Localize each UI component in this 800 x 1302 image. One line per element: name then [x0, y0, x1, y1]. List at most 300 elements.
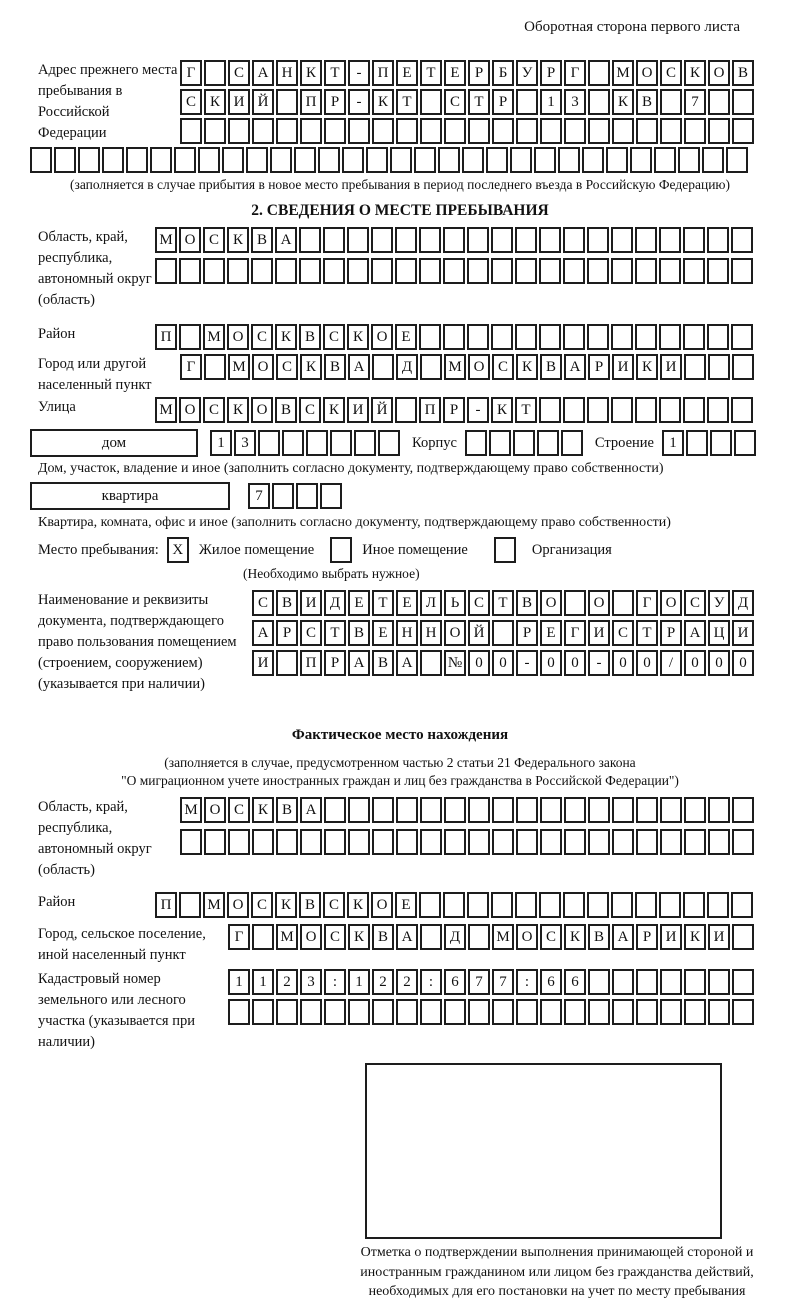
char-cell[interactable]	[588, 60, 610, 86]
char-cell[interactable]	[228, 829, 250, 855]
char-cell[interactable]	[252, 118, 274, 144]
char-cell[interactable]: Й	[371, 397, 393, 423]
char-cell[interactable]: К	[491, 397, 513, 423]
char-cell[interactable]	[732, 999, 754, 1025]
char-cell[interactable]	[372, 797, 394, 823]
char-cell[interactable]	[203, 258, 225, 284]
char-cell[interactable]	[707, 397, 729, 423]
char-cell[interactable]	[510, 147, 532, 173]
char-cell[interactable]	[348, 999, 370, 1025]
char-cell[interactable]: Г	[564, 60, 586, 86]
char-cell[interactable]: 3	[234, 430, 256, 456]
char-cell[interactable]: М	[444, 354, 466, 380]
char-cell[interactable]	[539, 324, 561, 350]
char-cell[interactable]	[563, 258, 585, 284]
char-cell[interactable]	[150, 147, 172, 173]
char-cell[interactable]: Т	[492, 590, 514, 616]
char-cell[interactable]: К	[684, 924, 706, 950]
char-cell[interactable]	[486, 147, 508, 173]
char-cell[interactable]	[492, 620, 514, 646]
char-cell[interactable]: А	[348, 354, 370, 380]
char-cell[interactable]: Р	[588, 354, 610, 380]
char-cell[interactable]: 0	[468, 650, 490, 676]
char-cell[interactable]: /	[660, 650, 682, 676]
char-cell[interactable]	[540, 829, 562, 855]
char-cell[interactable]	[563, 324, 585, 350]
char-cell[interactable]: О	[660, 590, 682, 616]
char-cell[interactable]: Р	[468, 60, 490, 86]
char-cell[interactable]: В	[348, 620, 370, 646]
char-cell[interactable]	[540, 118, 562, 144]
char-cell[interactable]	[539, 258, 561, 284]
char-cell[interactable]	[444, 999, 466, 1025]
char-cell[interactable]: А	[252, 60, 274, 86]
char-cell[interactable]	[708, 969, 730, 995]
char-cell[interactable]: 7	[492, 969, 514, 995]
char-cell[interactable]	[734, 430, 756, 456]
char-cell[interactable]	[102, 147, 124, 173]
char-cell[interactable]	[515, 227, 537, 253]
char-cell[interactable]: -	[467, 397, 489, 423]
char-cell[interactable]: С	[660, 60, 682, 86]
char-cell[interactable]	[732, 924, 754, 950]
char-cell[interactable]	[420, 354, 442, 380]
char-cell[interactable]: С	[276, 354, 298, 380]
char-cell[interactable]: В	[636, 89, 658, 115]
char-cell[interactable]	[635, 258, 657, 284]
char-cell[interactable]	[155, 258, 177, 284]
char-cell[interactable]	[443, 892, 465, 918]
char-cell[interactable]	[612, 797, 634, 823]
char-cell[interactable]: Ц	[708, 620, 730, 646]
char-cell[interactable]	[660, 999, 682, 1025]
char-cell[interactable]	[324, 829, 346, 855]
char-cell[interactable]: К	[612, 89, 634, 115]
char-cell[interactable]: С	[299, 397, 321, 423]
char-cell[interactable]: С	[323, 892, 345, 918]
char-cell[interactable]: :	[420, 969, 442, 995]
char-cell[interactable]: У	[708, 590, 730, 616]
char-cell[interactable]: 2	[372, 969, 394, 995]
char-cell[interactable]: 6	[540, 969, 562, 995]
char-cell[interactable]	[371, 227, 393, 253]
char-cell[interactable]	[372, 354, 394, 380]
char-cell[interactable]	[516, 829, 538, 855]
char-cell[interactable]	[419, 324, 441, 350]
char-cell[interactable]	[420, 118, 442, 144]
char-cell[interactable]	[276, 829, 298, 855]
char-cell[interactable]: У	[516, 60, 538, 86]
char-cell[interactable]: О	[204, 797, 226, 823]
char-cell[interactable]	[419, 258, 441, 284]
char-cell[interactable]	[707, 892, 729, 918]
char-cell[interactable]: 0	[636, 650, 658, 676]
char-cell[interactable]	[444, 118, 466, 144]
char-cell[interactable]	[731, 397, 753, 423]
char-cell[interactable]	[30, 147, 52, 173]
char-cell[interactable]	[539, 892, 561, 918]
char-cell[interactable]	[702, 147, 724, 173]
char-cell[interactable]	[683, 892, 705, 918]
char-cell[interactable]: С	[203, 227, 225, 253]
char-cell[interactable]: П	[372, 60, 394, 86]
char-cell[interactable]: Р	[324, 89, 346, 115]
char-cell[interactable]: К	[347, 892, 369, 918]
char-cell[interactable]: О	[251, 397, 273, 423]
char-cell[interactable]	[660, 797, 682, 823]
char-cell[interactable]: И	[732, 620, 754, 646]
char-cell[interactable]	[684, 118, 706, 144]
char-cell[interactable]	[635, 892, 657, 918]
char-cell[interactable]: К	[275, 892, 297, 918]
char-cell[interactable]	[731, 258, 753, 284]
char-cell[interactable]: О	[371, 892, 393, 918]
char-cell[interactable]: Р	[660, 620, 682, 646]
char-cell[interactable]	[276, 89, 298, 115]
char-cell[interactable]: №	[444, 650, 466, 676]
char-cell[interactable]: 0	[684, 650, 706, 676]
char-cell[interactable]: П	[419, 397, 441, 423]
char-cell[interactable]	[489, 430, 511, 456]
char-cell[interactable]	[491, 227, 513, 253]
char-cell[interactable]: А	[300, 797, 322, 823]
char-cell[interactable]: Е	[395, 324, 417, 350]
char-cell[interactable]	[354, 430, 376, 456]
char-cell[interactable]	[300, 118, 322, 144]
char-cell[interactable]: Т	[420, 60, 442, 86]
char-cell[interactable]	[732, 89, 754, 115]
char-cell[interactable]	[582, 147, 604, 173]
char-cell[interactable]: П	[155, 324, 177, 350]
stay-option-other-checkbox[interactable]	[330, 537, 352, 563]
char-cell[interactable]	[419, 892, 441, 918]
char-cell[interactable]: В	[372, 650, 394, 676]
char-cell[interactable]	[323, 227, 345, 253]
char-cell[interactable]: 6	[564, 969, 586, 995]
char-cell[interactable]	[330, 430, 352, 456]
char-cell[interactable]	[513, 430, 535, 456]
char-cell[interactable]: К	[636, 354, 658, 380]
char-cell[interactable]: К	[684, 60, 706, 86]
char-cell[interactable]: Т	[515, 397, 537, 423]
char-cell[interactable]	[636, 797, 658, 823]
char-cell[interactable]: Ь	[444, 590, 466, 616]
char-cell[interactable]: Г	[180, 354, 202, 380]
char-cell[interactable]	[558, 147, 580, 173]
char-cell[interactable]: В	[516, 590, 538, 616]
char-cell[interactable]	[180, 118, 202, 144]
char-cell[interactable]	[251, 258, 273, 284]
char-cell[interactable]: О	[444, 620, 466, 646]
char-cell[interactable]	[366, 147, 388, 173]
char-cell[interactable]: Н	[396, 620, 418, 646]
char-cell[interactable]	[636, 999, 658, 1025]
char-cell[interactable]: И	[588, 620, 610, 646]
char-cell[interactable]	[659, 258, 681, 284]
char-cell[interactable]	[492, 829, 514, 855]
char-cell[interactable]	[272, 483, 294, 509]
char-cell[interactable]	[636, 118, 658, 144]
char-cell[interactable]: К	[227, 227, 249, 253]
char-cell[interactable]	[588, 118, 610, 144]
char-cell[interactable]	[732, 829, 754, 855]
char-cell[interactable]: В	[251, 227, 273, 253]
char-cell[interactable]	[324, 797, 346, 823]
char-cell[interactable]	[390, 147, 412, 173]
char-cell[interactable]	[420, 797, 442, 823]
char-cell[interactable]	[276, 650, 298, 676]
stay-option-organization-checkbox[interactable]	[494, 537, 516, 563]
char-cell[interactable]	[732, 797, 754, 823]
char-cell[interactable]: К	[252, 797, 274, 823]
char-cell[interactable]	[659, 892, 681, 918]
char-cell[interactable]	[299, 258, 321, 284]
char-cell[interactable]	[419, 227, 441, 253]
char-cell[interactable]: К	[564, 924, 586, 950]
char-cell[interactable]	[174, 147, 196, 173]
char-cell[interactable]: Р	[636, 924, 658, 950]
char-cell[interactable]	[684, 354, 706, 380]
char-cell[interactable]	[179, 892, 201, 918]
char-cell[interactable]	[540, 999, 562, 1025]
char-cell[interactable]	[587, 397, 609, 423]
char-cell[interactable]	[708, 89, 730, 115]
char-cell[interactable]: 2	[276, 969, 298, 995]
char-cell[interactable]	[492, 797, 514, 823]
char-cell[interactable]: Н	[420, 620, 442, 646]
char-cell[interactable]	[563, 227, 585, 253]
char-cell[interactable]	[348, 797, 370, 823]
char-cell[interactable]	[684, 797, 706, 823]
char-cell[interactable]	[468, 797, 490, 823]
char-cell[interactable]: С	[228, 60, 250, 86]
char-cell[interactable]	[587, 258, 609, 284]
char-cell[interactable]: К	[275, 324, 297, 350]
char-cell[interactable]: 1	[540, 89, 562, 115]
char-cell[interactable]: В	[540, 354, 562, 380]
char-cell[interactable]: А	[275, 227, 297, 253]
char-cell[interactable]	[588, 969, 610, 995]
char-cell[interactable]	[491, 892, 513, 918]
char-cell[interactable]: О	[371, 324, 393, 350]
char-cell[interactable]: С	[251, 892, 273, 918]
char-cell[interactable]: Е	[396, 590, 418, 616]
char-cell[interactable]: С	[228, 797, 250, 823]
char-cell[interactable]	[276, 118, 298, 144]
char-cell[interactable]: С	[323, 324, 345, 350]
char-cell[interactable]: С	[180, 89, 202, 115]
char-cell[interactable]: О	[227, 892, 249, 918]
char-cell[interactable]	[612, 829, 634, 855]
char-cell[interactable]	[683, 324, 705, 350]
char-cell[interactable]: И	[252, 650, 274, 676]
char-cell[interactable]	[258, 430, 280, 456]
char-cell[interactable]	[683, 258, 705, 284]
char-cell[interactable]: С	[251, 324, 273, 350]
char-cell[interactable]: А	[684, 620, 706, 646]
char-cell[interactable]: К	[372, 89, 394, 115]
char-cell[interactable]	[198, 147, 220, 173]
char-cell[interactable]	[372, 829, 394, 855]
char-cell[interactable]	[324, 118, 346, 144]
char-cell[interactable]	[515, 324, 537, 350]
char-cell[interactable]	[726, 147, 748, 173]
char-cell[interactable]	[348, 118, 370, 144]
char-cell[interactable]: Е	[372, 620, 394, 646]
char-cell[interactable]	[222, 147, 244, 173]
char-cell[interactable]: К	[204, 89, 226, 115]
char-cell[interactable]: 0	[540, 650, 562, 676]
char-cell[interactable]	[588, 829, 610, 855]
char-cell[interactable]	[342, 147, 364, 173]
char-cell[interactable]	[708, 797, 730, 823]
char-cell[interactable]: И	[660, 924, 682, 950]
char-cell[interactable]	[420, 89, 442, 115]
char-cell[interactable]	[468, 118, 490, 144]
char-cell[interactable]: В	[299, 892, 321, 918]
char-cell[interactable]	[563, 892, 585, 918]
char-cell[interactable]	[491, 258, 513, 284]
char-cell[interactable]: В	[276, 797, 298, 823]
char-cell[interactable]	[708, 999, 730, 1025]
char-cell[interactable]: 1	[252, 969, 274, 995]
char-cell[interactable]: М	[203, 892, 225, 918]
char-cell[interactable]: П	[300, 650, 322, 676]
char-cell[interactable]	[179, 258, 201, 284]
char-cell[interactable]: В	[588, 924, 610, 950]
char-cell[interactable]	[467, 258, 489, 284]
char-cell[interactable]	[204, 829, 226, 855]
char-cell[interactable]	[491, 324, 513, 350]
char-cell[interactable]	[300, 999, 322, 1025]
char-cell[interactable]	[396, 797, 418, 823]
char-cell[interactable]	[659, 227, 681, 253]
char-cell[interactable]	[611, 892, 633, 918]
char-cell[interactable]: Е	[348, 590, 370, 616]
char-cell[interactable]: Е	[444, 60, 466, 86]
char-cell[interactable]: К	[516, 354, 538, 380]
char-cell[interactable]	[707, 227, 729, 253]
char-cell[interactable]: М	[203, 324, 225, 350]
char-cell[interactable]: :	[516, 969, 538, 995]
char-cell[interactable]: Р	[540, 60, 562, 86]
char-cell[interactable]: И	[708, 924, 730, 950]
char-cell[interactable]	[443, 324, 465, 350]
char-cell[interactable]: М	[155, 227, 177, 253]
char-cell[interactable]	[395, 227, 417, 253]
char-cell[interactable]: -	[516, 650, 538, 676]
char-cell[interactable]	[707, 258, 729, 284]
char-cell[interactable]: Е	[395, 892, 417, 918]
char-cell[interactable]: К	[323, 397, 345, 423]
char-cell[interactable]	[539, 227, 561, 253]
char-cell[interactable]	[539, 397, 561, 423]
char-cell[interactable]	[348, 829, 370, 855]
char-cell[interactable]: :	[324, 969, 346, 995]
char-cell[interactable]	[462, 147, 484, 173]
char-cell[interactable]	[611, 258, 633, 284]
char-cell[interactable]: К	[300, 354, 322, 380]
char-cell[interactable]: И	[660, 354, 682, 380]
char-cell[interactable]	[468, 999, 490, 1025]
char-cell[interactable]	[275, 258, 297, 284]
char-cell[interactable]	[660, 829, 682, 855]
char-cell[interactable]	[465, 430, 487, 456]
char-cell[interactable]	[635, 397, 657, 423]
char-cell[interactable]	[395, 258, 417, 284]
char-cell[interactable]: Д	[396, 354, 418, 380]
char-cell[interactable]	[306, 430, 328, 456]
char-cell[interactable]	[660, 118, 682, 144]
char-cell[interactable]	[731, 227, 753, 253]
char-cell[interactable]: П	[300, 89, 322, 115]
char-cell[interactable]	[515, 892, 537, 918]
char-cell[interactable]	[204, 60, 226, 86]
char-cell[interactable]	[300, 829, 322, 855]
char-cell[interactable]	[588, 89, 610, 115]
char-cell[interactable]	[684, 999, 706, 1025]
char-cell[interactable]: В	[372, 924, 394, 950]
char-cell[interactable]	[54, 147, 76, 173]
char-cell[interactable]	[636, 829, 658, 855]
char-cell[interactable]	[660, 89, 682, 115]
char-cell[interactable]: С	[444, 89, 466, 115]
char-cell[interactable]	[611, 324, 633, 350]
char-cell[interactable]	[395, 397, 417, 423]
char-cell[interactable]: 0	[564, 650, 586, 676]
char-cell[interactable]	[630, 147, 652, 173]
char-cell[interactable]	[204, 354, 226, 380]
char-cell[interactable]	[678, 147, 700, 173]
char-cell[interactable]	[492, 999, 514, 1025]
char-cell[interactable]	[732, 354, 754, 380]
char-cell[interactable]: Т	[372, 590, 394, 616]
char-cell[interactable]: В	[276, 590, 298, 616]
char-cell[interactable]	[414, 147, 436, 173]
char-cell[interactable]: -	[348, 89, 370, 115]
char-cell[interactable]: П	[155, 892, 177, 918]
char-cell[interactable]	[78, 147, 100, 173]
char-cell[interactable]: 0	[732, 650, 754, 676]
char-cell[interactable]: С	[252, 590, 274, 616]
char-cell[interactable]	[731, 324, 753, 350]
char-cell[interactable]: В	[732, 60, 754, 86]
char-cell[interactable]: Д	[324, 590, 346, 616]
char-cell[interactable]: А	[348, 650, 370, 676]
char-cell[interactable]	[270, 147, 292, 173]
char-cell[interactable]	[516, 999, 538, 1025]
char-cell[interactable]	[420, 650, 442, 676]
char-cell[interactable]: Г	[636, 590, 658, 616]
char-cell[interactable]: М	[155, 397, 177, 423]
char-cell[interactable]: 7	[684, 89, 706, 115]
char-cell[interactable]	[564, 797, 586, 823]
char-cell[interactable]: Т	[468, 89, 490, 115]
char-cell[interactable]	[534, 147, 556, 173]
char-cell[interactable]	[252, 924, 274, 950]
char-cell[interactable]	[564, 829, 586, 855]
char-cell[interactable]	[540, 797, 562, 823]
char-cell[interactable]	[516, 797, 538, 823]
char-cell[interactable]	[612, 999, 634, 1025]
char-cell[interactable]: С	[300, 620, 322, 646]
char-cell[interactable]: Т	[396, 89, 418, 115]
char-cell[interactable]: О	[468, 354, 490, 380]
char-cell[interactable]	[299, 227, 321, 253]
char-cell[interactable]	[443, 227, 465, 253]
char-cell[interactable]	[587, 227, 609, 253]
char-cell[interactable]: Е	[540, 620, 562, 646]
